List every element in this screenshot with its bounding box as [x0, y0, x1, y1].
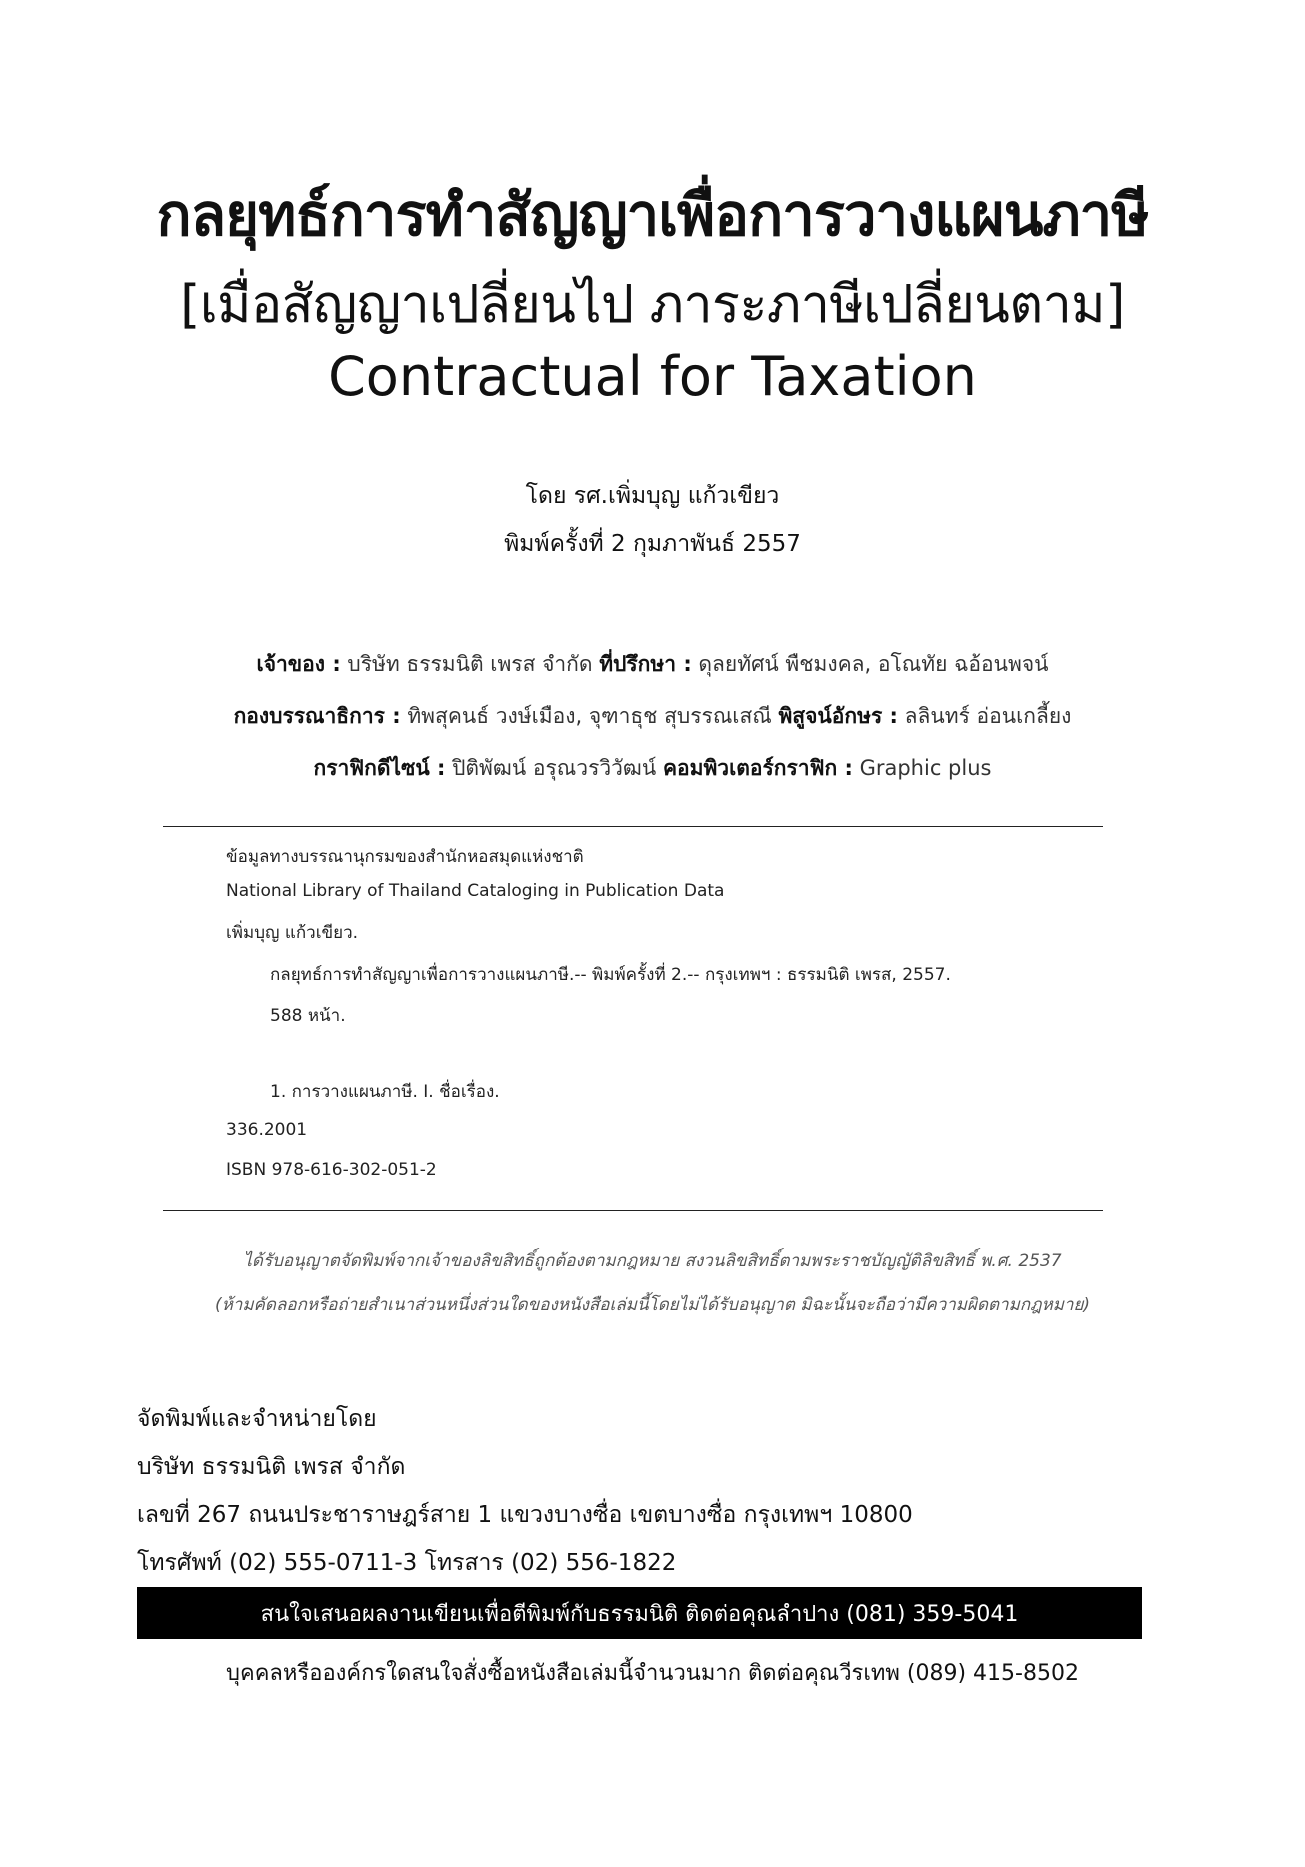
catalog-subject: 1. การวางแผนภาษี. I. ชื่อเรื่อง.	[270, 1082, 500, 1102]
credits-line-3	[0, 752, 1305, 785]
computer-value: Graphic plus	[859, 756, 992, 780]
copyright-warning: (ห้ามคัดลอกหรือถ่ายสำเนาส่วนหนึ่งส่วนใดของหนังสือเล่มนี้โดยไม่ได้รับอนุญาต มิฉะนั้นจะถือว่ามีความผิดตามกฎหมาย)	[214, 1295, 1091, 1315]
owner-value: บริษัท ธรรมนิติ เพรส จำกัด	[347, 652, 593, 676]
catalog-isbn: ISBN 978-616-302-051-2	[226, 1160, 437, 1180]
catalog-bottom-rule	[163, 1210, 1103, 1211]
catalog-classification: 336.2001	[226, 1120, 308, 1140]
submission-banner-text: สนใจเสนอผลงานเขียนเพื่อตีพิมพ์กับธรรมนิติ ติดต่อคุณลำปาง (081) 359-5041	[260, 1601, 1019, 1627]
publisher-name: บริษัท ธรรมนิติ เพรส จำกัด	[137, 1454, 406, 1480]
advisor-value: ดุลยทัศน์ พืชมงคล, อโณทัย ฉอ้อนพจน์	[698, 652, 1049, 676]
catalog-heading-en: National Library of Thailand Cataloging in Publication Data	[226, 881, 725, 901]
proof-value: ลลินทร์ อ่อนเกลี้ยง	[904, 704, 1072, 728]
editorial-label: กองบรรณาธิการ :	[233, 704, 401, 728]
design-label: กราฟิกดีไซน์ :	[313, 756, 446, 780]
computer-label: คอมพิวเตอร์กราฟิก :	[662, 756, 853, 780]
editorial-value: ทิพสุคนธ์ วงษ์เมือง, จุฑาธุช สุบรรณเสณี	[407, 704, 772, 728]
proof-label: พิสูจน์อักษร :	[778, 704, 898, 728]
publisher-address: เลขที่ 267 ถนนประชาราษฎร์สาย 1 แขวงบางซื่อ เขตบางซื่อ กรุงเทพฯ 10800	[137, 1502, 913, 1528]
advisor-label: ที่ปรึกษา :	[599, 652, 692, 676]
publisher-phone: โทรศัพท์ (02) 555-0711-3 โทรสาร (02) 556-1822	[137, 1550, 677, 1576]
credits-line-2	[0, 700, 1305, 733]
publisher-heading: จัดพิมพ์และจำหน่ายโดย	[137, 1406, 377, 1432]
design-value: ปิติพัฒน์ อรุณวรวิวัฒน์	[452, 756, 657, 780]
catalog-entry: กลยุทธ์การทำสัญญาเพื่อการวางแผนภาษี.-- พิมพ์ครั้งที่ 2.-- กรุงเทพฯ : ธรรมนิติ เพรส, 2557.	[270, 965, 951, 985]
catalog-heading-th: ข้อมูลทางบรรณานุกรมของสำนักหอสมุดแห่งชาติ	[226, 847, 584, 867]
catalog-author: เพิ่มบุญ แก้วเขียว.	[226, 923, 359, 943]
author-byline: โดย รศ.เพิ่มบุญ แก้วเขียว	[525, 483, 780, 509]
submission-banner	[137, 1587, 1142, 1639]
bulk-order-contact: บุคคลหรือองค์กรใดสนใจสั่งซื้อหนังสือเล่มนี้จำนวนมาก ติดต่อคุณวีรเทพ (089) 415-8502	[226, 1661, 1079, 1686]
book-title-english: Contractual for Taxation	[328, 345, 977, 408]
catalog-top-rule	[163, 826, 1103, 827]
copyright-notice: ได้รับอนุญาตจัดพิมพ์จากเจ้าของลิขสิทธิ์ถูกต้องตามกฎหมาย สงวนลิขสิทธิ์ตามพระราชบัญญัติลิขสิทธิ์ พ.ศ. 2537	[243, 1251, 1062, 1271]
edition-info: พิมพ์ครั้งที่ 2 กุมภาพันธ์ 2557	[504, 531, 801, 557]
book-subtitle: [เมื่อสัญญาเปลี่ยนไป ภาระภาษีเปลี่ยนตาม]	[180, 275, 1125, 335]
catalog-pages: 588 หน้า.	[270, 1006, 346, 1026]
book-title: กลยุทธ์การทำสัญญาเพื่อการวางแผนภาษี	[156, 181, 1149, 249]
owner-label: เจ้าของ :	[256, 652, 341, 676]
credits-line-1	[0, 648, 1305, 681]
